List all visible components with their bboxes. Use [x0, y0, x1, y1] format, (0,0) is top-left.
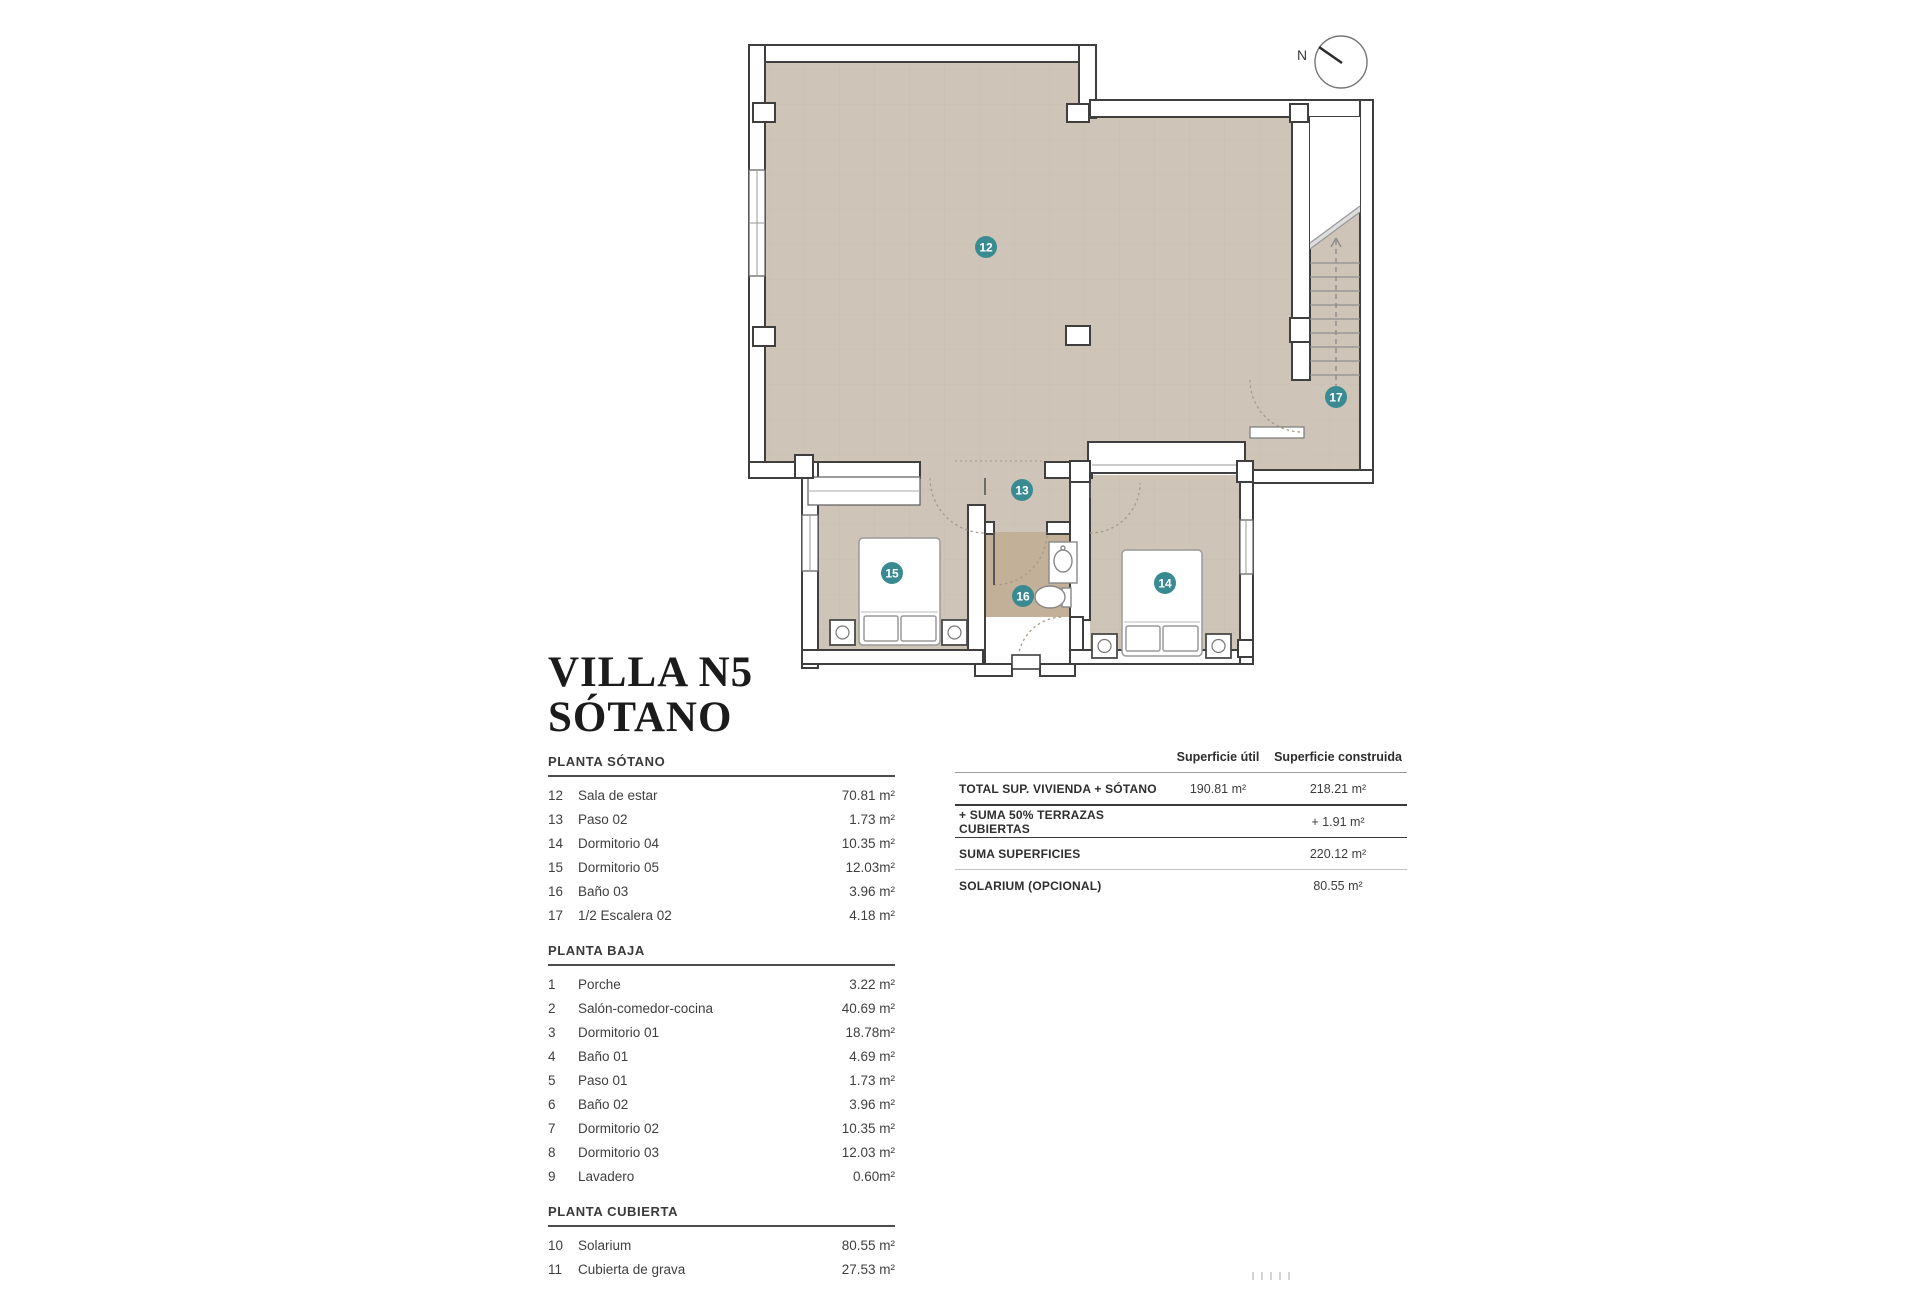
room-badge-stairs [1325, 386, 1347, 408]
row-number: 5 [548, 1072, 556, 1088]
table-row [548, 972, 895, 996]
summary-util-value: 190.81 m² [1189, 781, 1247, 796]
row-number: 8 [548, 1144, 556, 1160]
row-number: 6 [548, 1096, 556, 1112]
table-row [548, 1164, 895, 1188]
row-name: Cubierta de grava [578, 1261, 686, 1277]
exterior-door-threshold [1012, 655, 1040, 669]
table-row [548, 807, 895, 831]
table-row [548, 879, 895, 903]
section-planta-baja [548, 941, 895, 1188]
row-name: Baño 03 [578, 883, 629, 899]
wardrobe [808, 477, 920, 505]
row-area: 70.81 m² [841, 787, 895, 803]
table-row [548, 1140, 895, 1164]
row-name: 1/2 Escalera 02 [578, 907, 672, 923]
summary-row-total [955, 773, 1407, 806]
row-number: 3 [548, 1024, 556, 1040]
toilet-icon [1035, 586, 1071, 608]
row-area: 10.35 m² [841, 835, 895, 851]
room-badge-living [975, 236, 997, 258]
row-area: 1.73 m² [849, 811, 895, 827]
room-badge-bedroom04 [1154, 572, 1176, 594]
summary-built-value: + 1.91 m² [1311, 814, 1365, 829]
compass-label: N [1296, 47, 1308, 63]
table-row [548, 903, 895, 927]
row-name: Dormitorio 04 [578, 835, 660, 851]
col-superficie-util: Superficie útil [1176, 750, 1260, 764]
section-planta-cubierta [548, 1202, 895, 1281]
row-area: 4.69 m² [849, 1048, 895, 1064]
row-name: Porche [578, 976, 621, 992]
row-area: 10.35 m² [841, 1120, 895, 1136]
row-number: 16 [548, 883, 564, 899]
window-bedroom04-right [1240, 520, 1253, 574]
row-area: 18.78m² [845, 1024, 895, 1040]
bed-icon-bedroom04 [1122, 550, 1202, 656]
svg-text:17: 17 [1329, 390, 1343, 405]
row-area: 27.53 m² [841, 1261, 895, 1277]
row-area: 0.60m² [852, 1168, 895, 1184]
room-badge-bedroom05 [881, 562, 903, 584]
summary-row-solarium [955, 870, 1407, 901]
summary-header-row [955, 742, 1407, 773]
section-header: PLANTA SÓTANO [548, 752, 895, 777]
row-number: 14 [548, 835, 564, 851]
svg-text:12: 12 [979, 240, 993, 255]
bed-icon-bedroom05 [859, 538, 940, 645]
row-area: 80.55 m² [841, 1237, 895, 1253]
row-name: Paso 02 [578, 811, 628, 827]
table-row [548, 1233, 895, 1257]
summary-label: + SUMA 50% TERRAZAS CUBIERTAS [959, 807, 1105, 836]
summary-label: SOLARIUM (OPCIONAL) [959, 878, 1102, 893]
row-name: Dormitorio 02 [578, 1120, 660, 1136]
row-name: Solarium [578, 1237, 632, 1253]
svg-text:13: 13 [1015, 483, 1029, 498]
row-area: 1.73 m² [849, 1072, 895, 1088]
row-area: 3.22 m² [849, 976, 895, 992]
surface-summary-table [955, 742, 1407, 901]
row-area: 12.03 m² [841, 1144, 895, 1160]
row-number: 12 [548, 787, 564, 803]
row-name: Paso 01 [578, 1072, 628, 1088]
terrace-window-band [1088, 442, 1245, 473]
row-area: 12.03m² [845, 859, 895, 875]
svg-text:15: 15 [885, 566, 899, 581]
row-name: Dormitorio 01 [578, 1024, 660, 1040]
row-name: Lavadero [578, 1168, 635, 1184]
row-number: 10 [548, 1237, 564, 1253]
row-number: 13 [548, 811, 564, 827]
summary-built-value: 220.12 m² [1309, 846, 1367, 861]
row-number: 2 [548, 1000, 556, 1016]
section-planta-sotano [548, 752, 895, 927]
window-left-wall [749, 170, 765, 276]
table-row [548, 1092, 895, 1116]
row-name: Sala de estar [578, 787, 658, 803]
summary-row-terrazas [955, 806, 1407, 838]
table-row [548, 855, 895, 879]
col-superficie-construida: Superficie construida [1274, 750, 1402, 764]
table-row [548, 1116, 895, 1140]
row-area: 3.96 m² [849, 883, 895, 899]
row-name: Salón-comedor-cocina [578, 1000, 714, 1016]
row-number: 7 [548, 1120, 556, 1136]
stair-landing-step [1250, 427, 1304, 438]
cropped-logo-fragment [1252, 1272, 1292, 1280]
room-badge-hall [1011, 479, 1033, 501]
table-row [548, 1068, 895, 1092]
room-badge-bath03 [1012, 585, 1034, 607]
table-row [548, 996, 895, 1020]
summary-label: SUMA SUPERFICIES [959, 846, 1081, 861]
row-number: 9 [548, 1168, 556, 1184]
sink-icon [1049, 542, 1077, 583]
table-row [548, 1020, 895, 1044]
section-header: PLANTA CUBIERTA [548, 1202, 895, 1227]
title-line2: SÓTANO [548, 694, 733, 742]
summary-label: TOTAL SUP. VIVIENDA + SÓTANO [959, 781, 1157, 796]
row-name: Baño 01 [578, 1048, 629, 1064]
table-row [548, 1044, 895, 1068]
row-number: 17 [548, 907, 564, 923]
page-title [548, 650, 908, 740]
svg-text:16: 16 [1016, 589, 1030, 604]
row-number: 1 [548, 976, 556, 992]
row-name: Baño 02 [578, 1096, 629, 1112]
row-name: Dormitorio 05 [578, 859, 660, 875]
row-number: 4 [548, 1048, 556, 1064]
compass-icon [1297, 36, 1367, 88]
row-number: 11 [548, 1261, 563, 1277]
table-row [548, 1257, 895, 1281]
table-row [548, 783, 895, 807]
room-area-tables [548, 752, 895, 1295]
summary-built-value: 218.21 m² [1309, 781, 1367, 796]
window-wing-left [802, 515, 818, 571]
title-line1: VILLA N5 [548, 649, 754, 696]
row-area: 40.69 m² [841, 1000, 895, 1016]
row-number: 15 [548, 859, 564, 875]
row-name: Dormitorio 03 [578, 1144, 660, 1160]
section-header: PLANTA BAJA [548, 941, 895, 966]
row-area: 3.96 m² [849, 1096, 895, 1112]
svg-text:14: 14 [1158, 576, 1172, 591]
table-row [548, 831, 895, 855]
summary-built-value: 80.55 m² [1313, 878, 1363, 893]
row-area: 4.18 m² [849, 907, 895, 923]
summary-row-suma [955, 838, 1407, 870]
